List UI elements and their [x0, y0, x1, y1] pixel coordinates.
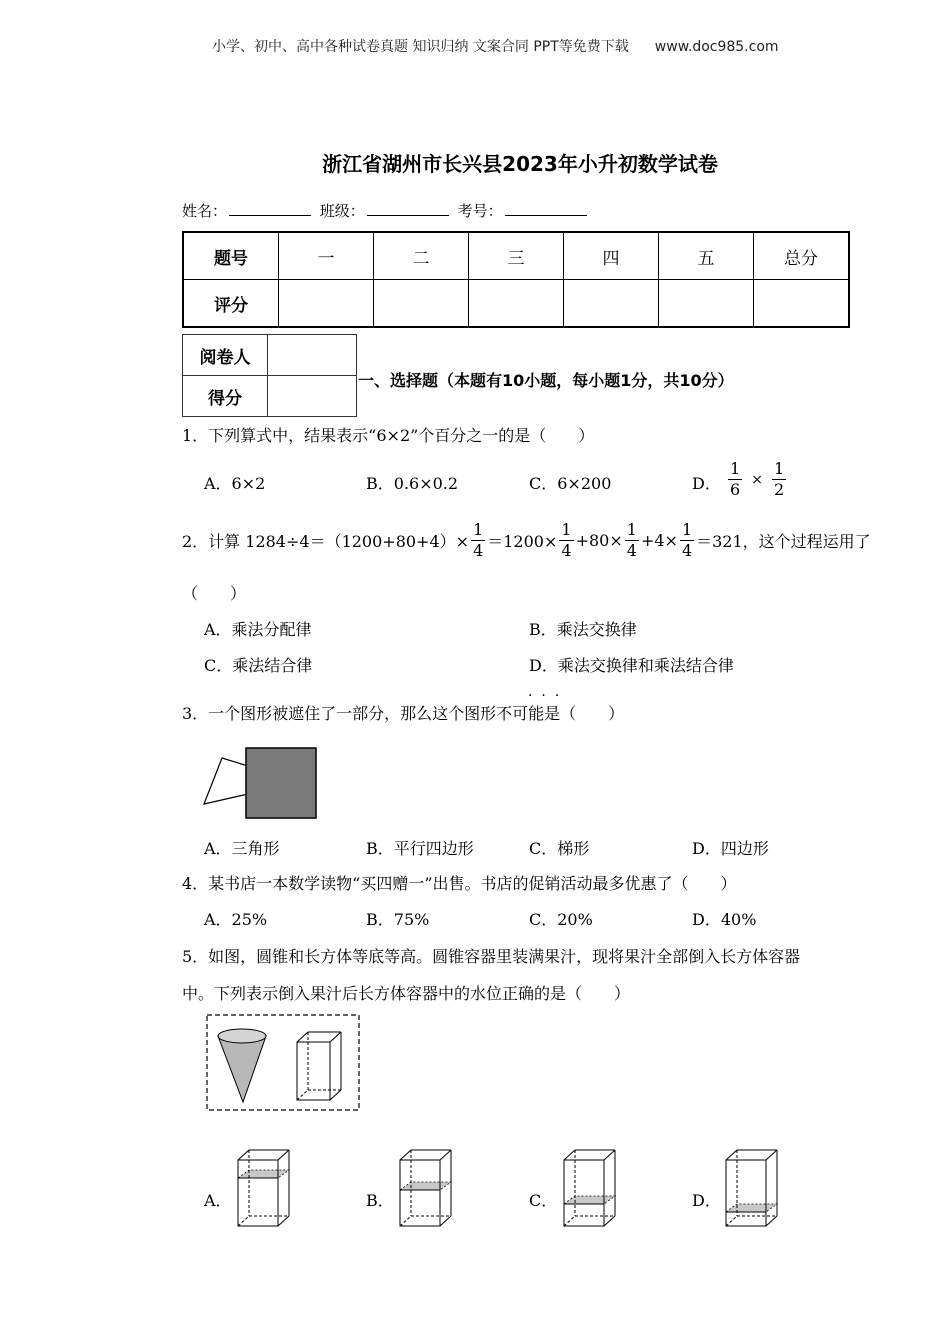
- emphasis-dots: · · ·: [528, 688, 560, 704]
- class-label: 班级：: [319, 202, 365, 220]
- question-1-stem: 1．下列算式中，结果表示“6×2”个百分之一的是（ ）: [182, 426, 595, 445]
- score-row-label: 评分: [183, 280, 279, 328]
- q1-option-a[interactable]: A．6×2: [204, 474, 266, 493]
- q2-option-a[interactable]: A．乘法分配律: [204, 620, 312, 639]
- grader-row: [183, 376, 357, 417]
- score-table: [182, 231, 850, 328]
- score-cell[interactable]: [564, 280, 659, 328]
- question-3-stem: 3．一个图形被遮住了一部分，那么这个图形不可能是（ ）: [182, 704, 625, 723]
- site-banner: [212, 36, 779, 56]
- score-label: 得分: [183, 376, 268, 417]
- score-header-cell: 题号: [183, 232, 279, 280]
- name-blank[interactable]: [229, 201, 311, 216]
- q4-option-b[interactable]: B．75%: [366, 910, 430, 929]
- score-value-row: [183, 280, 849, 328]
- score-cell[interactable]: [374, 280, 469, 328]
- q5-option-c-figure: [560, 1148, 616, 1228]
- q2-option-d[interactable]: D．乘法交换律和乘法结合律: [529, 656, 734, 675]
- q5-option-c[interactable]: C．: [529, 1191, 558, 1210]
- grader-table: [182, 334, 357, 417]
- score-header-cell: 四: [564, 232, 659, 280]
- q2-option-b[interactable]: B．乘法交换律: [529, 620, 637, 639]
- question-4-stem: 4．某书店一本数学读物“买四赠一”出售。书店的促销活动最多优惠了（ ）: [182, 874, 737, 893]
- q5-option-a-figure: [234, 1148, 290, 1228]
- question-5-stem-line2: 中。下列表示倒入果汁后长方体容器中的水位正确的是（ ）: [182, 984, 631, 1003]
- score-header-cell: 五: [659, 232, 754, 280]
- q3-option-b[interactable]: B．平行四边形: [366, 839, 474, 858]
- exam-no-label: 考号：: [457, 202, 503, 220]
- q5-option-d[interactable]: D．: [692, 1191, 721, 1210]
- q1-fraction-a: $\frac{1}{6}$: [729, 459, 741, 499]
- q3-option-d[interactable]: D．四边形: [692, 839, 769, 858]
- score-header-cell: 三: [469, 232, 564, 280]
- banner-url[interactable]: www.doc985.com: [654, 39, 779, 55]
- q2-option-c[interactable]: C．乘法结合律: [204, 656, 313, 675]
- score-header-cell: 总分: [754, 232, 850, 280]
- score-cell[interactable]: [754, 280, 850, 328]
- q5-option-d-figure: [722, 1148, 778, 1228]
- section-title: 一、选择题（本题有10小题，每小题1分，共10分）: [358, 371, 734, 390]
- q4-option-c[interactable]: C．20%: [529, 910, 593, 929]
- class-blank[interactable]: [367, 201, 449, 216]
- q3-hidden-shape-figure: [202, 746, 332, 812]
- score-header-cell: 二: [374, 232, 469, 280]
- q5-option-b-figure: [396, 1148, 452, 1228]
- q1-option-d-label: D．: [692, 474, 721, 493]
- name-label: 姓名：: [182, 202, 228, 220]
- reader-label: 阅卷人: [183, 335, 268, 376]
- student-info: [182, 200, 591, 221]
- exam-no-blank[interactable]: [505, 201, 587, 216]
- score-cell[interactable]: [279, 280, 374, 328]
- banner-text: 小学、初中、高中各种试卷真题 知识归纳 文案合同 PPT等免费下载: [212, 39, 629, 55]
- question-5-stem-line1: 5．如图，圆锥和长方体等底等高。圆锥容器里装满果汁，现将果汁全部倒入长方体容器: [182, 947, 801, 966]
- q1-option-c[interactable]: C．6×200: [529, 474, 612, 493]
- q4-option-d[interactable]: D．40%: [692, 910, 757, 929]
- score-input-cell[interactable]: [268, 376, 357, 417]
- q3-option-c[interactable]: C．梯形: [529, 839, 590, 858]
- q1-option-d[interactable]: D． $\frac{1}{6}$ × $\frac{1}{2}$: [692, 459, 785, 499]
- question-2-stem: 2．计算 1284÷4＝（1200+80+4）× $\frac{1}{4}$ ＝1200× $\frac{1}{4}$ +80× $\frac{1}{4}$ +4× $\frac{1}{4}$ ＝321，这个过程运用了: [182, 520, 871, 560]
- score-header-row: [183, 232, 849, 280]
- score-cell[interactable]: [659, 280, 754, 328]
- score-header-cell: 一: [279, 232, 374, 280]
- score-cell[interactable]: [469, 280, 564, 328]
- q5-option-b[interactable]: B．: [366, 1191, 394, 1210]
- q1-option-b[interactable]: B．0.6×0.2: [366, 474, 459, 493]
- q3-option-a[interactable]: A．三角形: [204, 839, 280, 858]
- q4-option-a[interactable]: A．25%: [204, 910, 268, 929]
- q5-option-a[interactable]: A．: [204, 1191, 232, 1210]
- grader-row: [183, 335, 357, 376]
- exam-title: 浙江省湖州市长兴县2023年小升初数学试卷: [322, 152, 718, 176]
- q5-cone-and-cuboid-figure: [206, 1014, 362, 1112]
- q2-paren: （ ）: [182, 584, 247, 603]
- reader-cell[interactable]: [268, 335, 357, 376]
- q1-fraction-b: $\frac{1}{2}$: [774, 459, 785, 499]
